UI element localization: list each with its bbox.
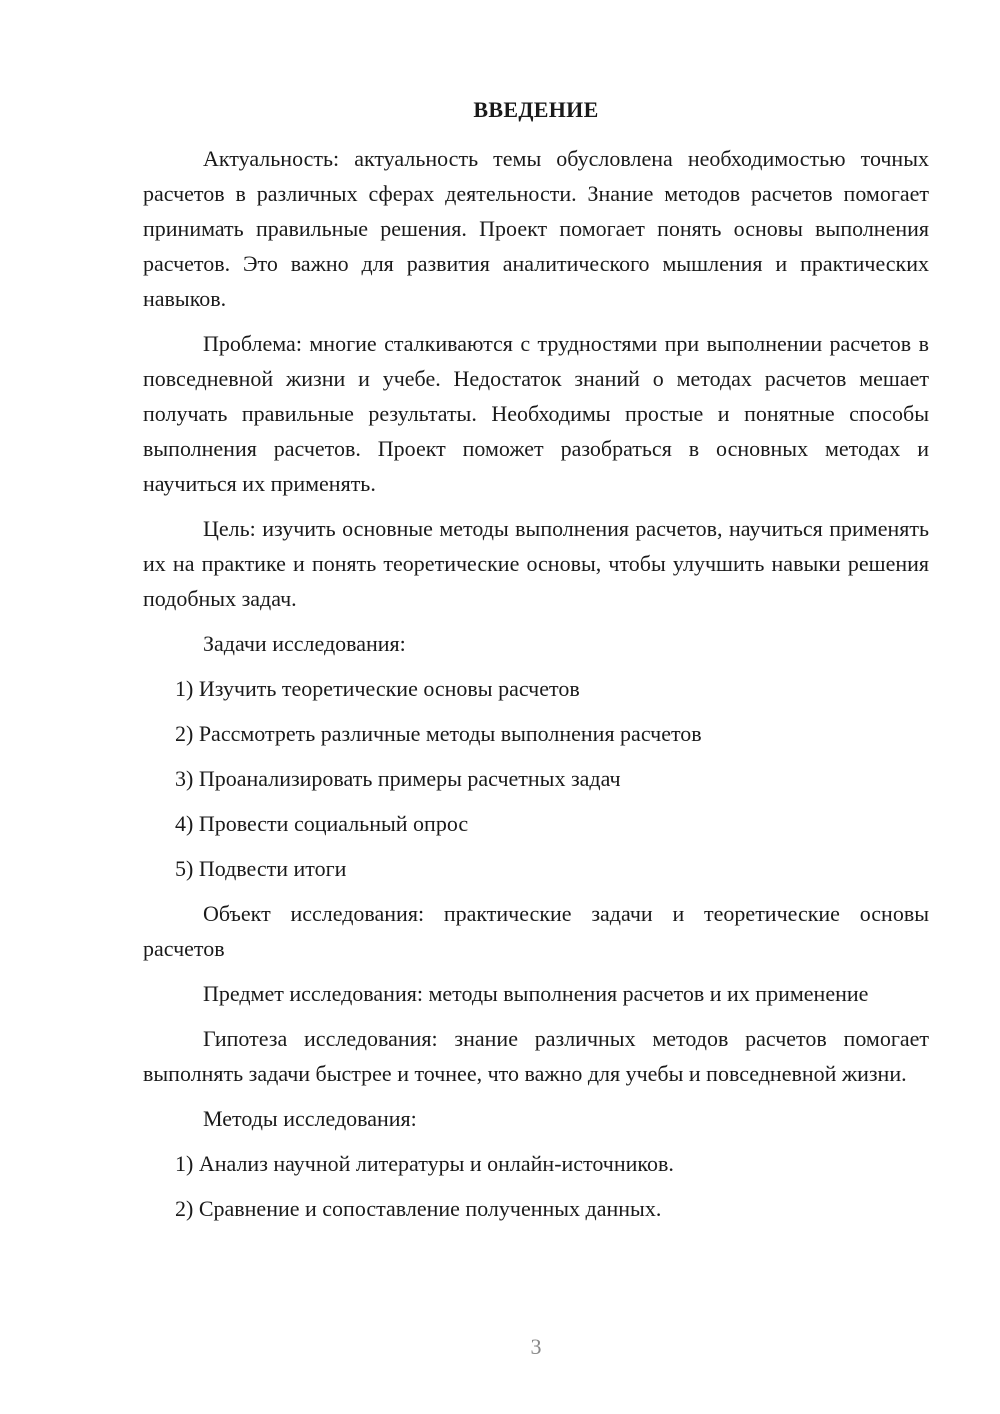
list-item: 3) Проанализировать примеры расчетных задач bbox=[175, 766, 621, 791]
list-item: 1) Изучить теоретические основы расчетов bbox=[175, 676, 580, 701]
problem-paragraph: Проблема: многие сталкиваются с трудностями при выполнении расчетов в повседневной жизни и учебе. Недостаток знаний о методах расчетов мешает получать правильные результаты. Необходимы простые и понятные способы выполнения расчетов. Проект поможет разобраться в основных методах и научиться их применять. bbox=[143, 331, 929, 496]
subject-paragraph: Предмет исследования: методы выполнения расчетов и их применение bbox=[203, 981, 869, 1006]
tasks-heading: Задачи исследования: bbox=[203, 631, 406, 656]
section-title: ВВЕДЕНИЕ bbox=[473, 97, 599, 122]
list-item: 2) Рассмотреть различные методы выполнения расчетов bbox=[175, 721, 702, 746]
methods-heading: Методы исследования: bbox=[203, 1106, 417, 1131]
object-paragraph: Объект исследования: практические задачи и теоретические основы расчетов bbox=[143, 901, 929, 961]
methods-list bbox=[143, 1146, 929, 1226]
list-item: 4) Провести социальный опрос bbox=[175, 811, 469, 836]
relevance-paragraph: Актуальность: актуальность темы обусловлена необходимостью точных расчетов в различных сферах деятельности. Знание методов расчетов помогает принимать правильные решения. Проект помогает понять основы выполнения расчетов. Это важно для развития аналитического мышления и практических навыков. bbox=[143, 146, 929, 311]
list-item: 1) Анализ научной литературы и онлайн-источников. bbox=[175, 1151, 674, 1176]
page-number: 3 bbox=[530, 1334, 542, 1359]
list-item: 2) Сравнение и сопоставление полученных данных. bbox=[175, 1196, 662, 1221]
tasks-list bbox=[143, 671, 929, 886]
list-item: 5) Подвести итоги bbox=[175, 856, 347, 881]
goal-paragraph: Цель: изучить основные методы выполнения расчетов, научиться применять их на практике и понять теоретические основы, чтобы улучшить навыки решения подобных задач. bbox=[143, 516, 929, 611]
document-body bbox=[143, 141, 929, 1226]
hypothesis-paragraph: Гипотеза исследования: знание различных методов расчетов помогает выполнять задачи быстрее и точнее, что важно для учебы и повседневной жизни. bbox=[143, 1026, 929, 1086]
